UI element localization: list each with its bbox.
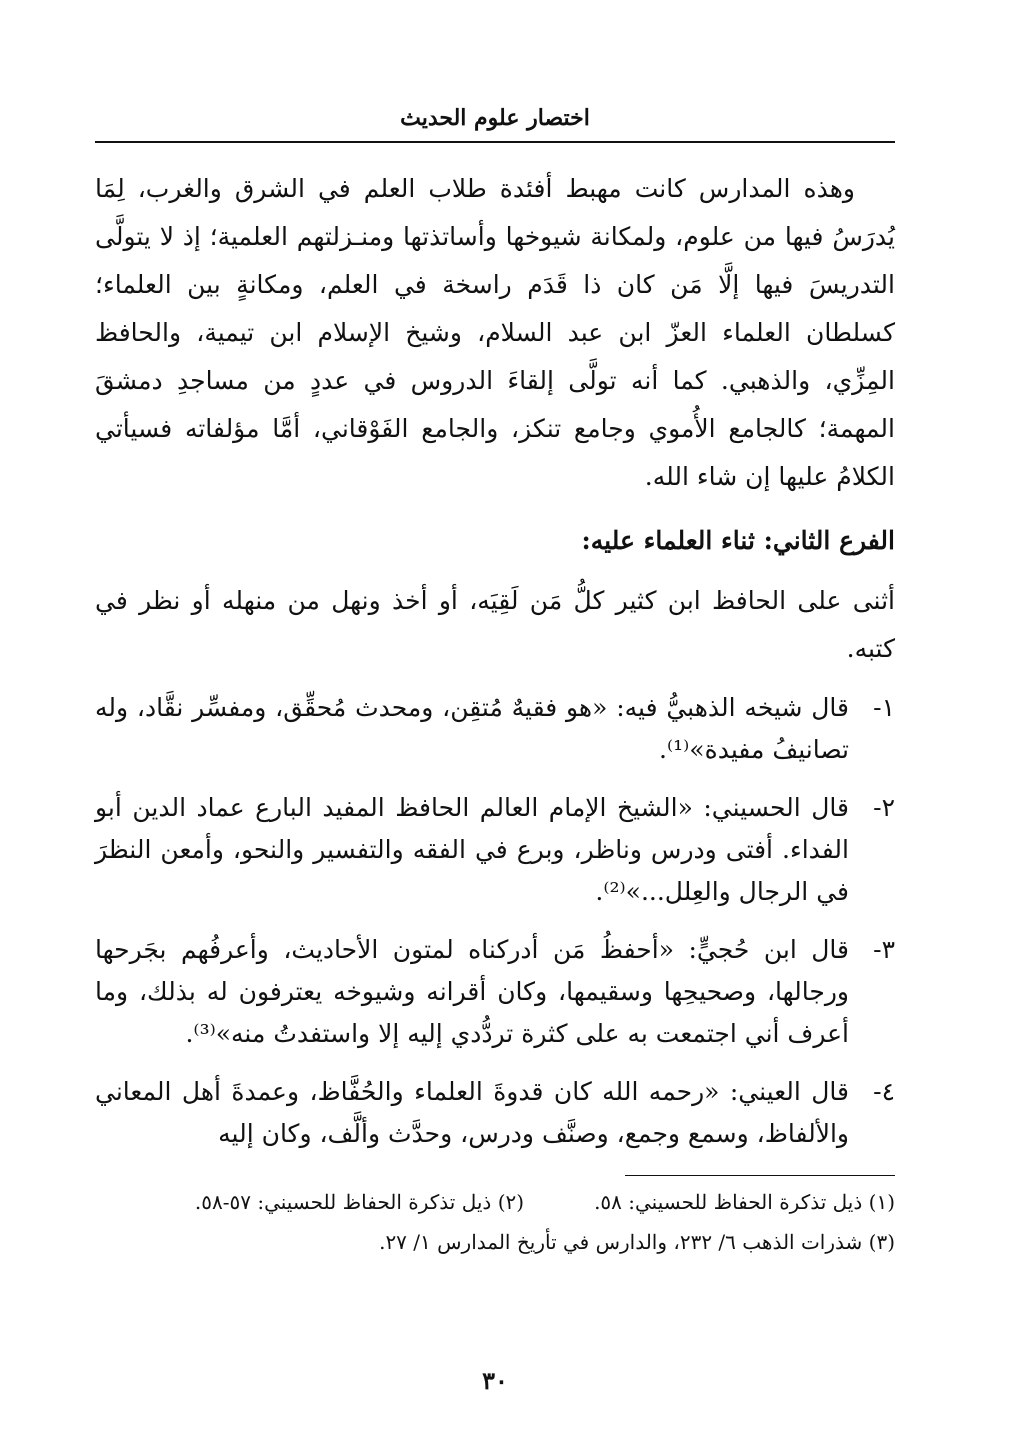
- list-item-text: قال ابن حُجيٍّ: «أحفظُ مَن أدركناه لمتون الأحاديث، وأعرفُهم بجَرحها ورجالها، وصحيحِها وسقيمها، وكان أقرانه وشيوخه يعترفون له بذلك، وما أعرف أني اجتمعت به على كثرة تردُّدي إليه إلا واستفدتُ منه»⁽³⁾.: [95, 935, 849, 1048]
- running-head: اختصار علوم الحديث: [95, 95, 895, 143]
- list-item-number: ٢-: [873, 793, 895, 822]
- section-heading: الفرع الثاني: ثناء العلماء عليه:: [581, 526, 895, 555]
- list-item-number: ١-: [873, 693, 895, 722]
- paragraph-praise-intro: أثنى على الحافظ ابن كثير كلُّ مَن لَقِيَه، أو أخذ ونهل من منهله أو نظر في كتبه.: [95, 586, 895, 663]
- list-item-text: قال الحسيني: «الشيخ الإمام العالم الحافظ المفيد البارع عماد الدين أبو الفداء. أفتى ودرس وناظر، وبرع في الفقه والتفسير والنحو، وأمعن النظرَ في الرجال والعِلل...»⁽²⁾.: [95, 793, 849, 906]
- paragraph-madaris: وهذه المدارس كانت مهبط أفئدة طلاب العلم في الشرق والغرب، لِمَا يُدرَسُ فيها من علوم، ولمكانة شيوخها وأساتذتها ومنـزلتهم العلمية؛ إذ لا يتولَّى التدريسَ فيها إلَّا مَن كان ذا قَدَم راسخة في العلم، ومكانةٍ بين العلماء؛ كسلطان العلماء العزّ ابن عبد السلام، وشيخ الإسلام ابن تيمية، والحافظ المِزِّي، والذهبي. كما أنه تولَّى إلقاءَ الدروس في عددٍ من مساجدِ دمشقَ المهمة؛ كالجامع الأُموي وجامع تنكز، والجامع الفَوْقاني، أمَّا مؤلفاته فسيأتي الكلامُ عليها إن شاء الله.: [95, 174, 895, 491]
- page-number: ٣٠: [482, 1366, 508, 1395]
- list-item: [95, 1071, 895, 1155]
- list-item-number: ٣-: [873, 935, 895, 964]
- praise-list: [95, 687, 895, 1155]
- list-item-text: قال شيخه الذهبيُّ فيه: «هو فقيهٌ مُتقِن، ومحدث مُحقِّق، ومفسِّر نقَّاد، وله تصانيفُ مفيدة»⁽¹⁾.: [95, 693, 849, 764]
- footnote-2: (٢) ذيل تذكرة الحفاظ للحسيني: ٥٧-٥٨.: [194, 1190, 525, 1214]
- footnote-3: (٣) شذرات الذهب ٦/ ٢٣٢، والدارس في تأريخ المدارس ١/ ٢٧.: [379, 1230, 895, 1254]
- list-item-text: قال العيني: «رحمه الله كان قدوةَ العلماء والحُفَّاظ، وعمدةَ أهل المعاني والألفاظ، وسمع وجمع، وصنَّف ودرس، وحدَّث وألَّف، وكان إليه: [95, 1077, 849, 1148]
- list-item-number: ٤-: [873, 1077, 895, 1106]
- footnote-divider: [625, 1175, 895, 1176]
- book-page: [95, 95, 895, 1395]
- footnotes: [95, 1182, 895, 1262]
- list-item: [95, 787, 895, 913]
- list-item: [95, 687, 895, 771]
- footnote-1: (١) ذيل تذكرة الحفاظ للحسيني: ٥٨.: [594, 1190, 895, 1214]
- list-item: [95, 929, 895, 1055]
